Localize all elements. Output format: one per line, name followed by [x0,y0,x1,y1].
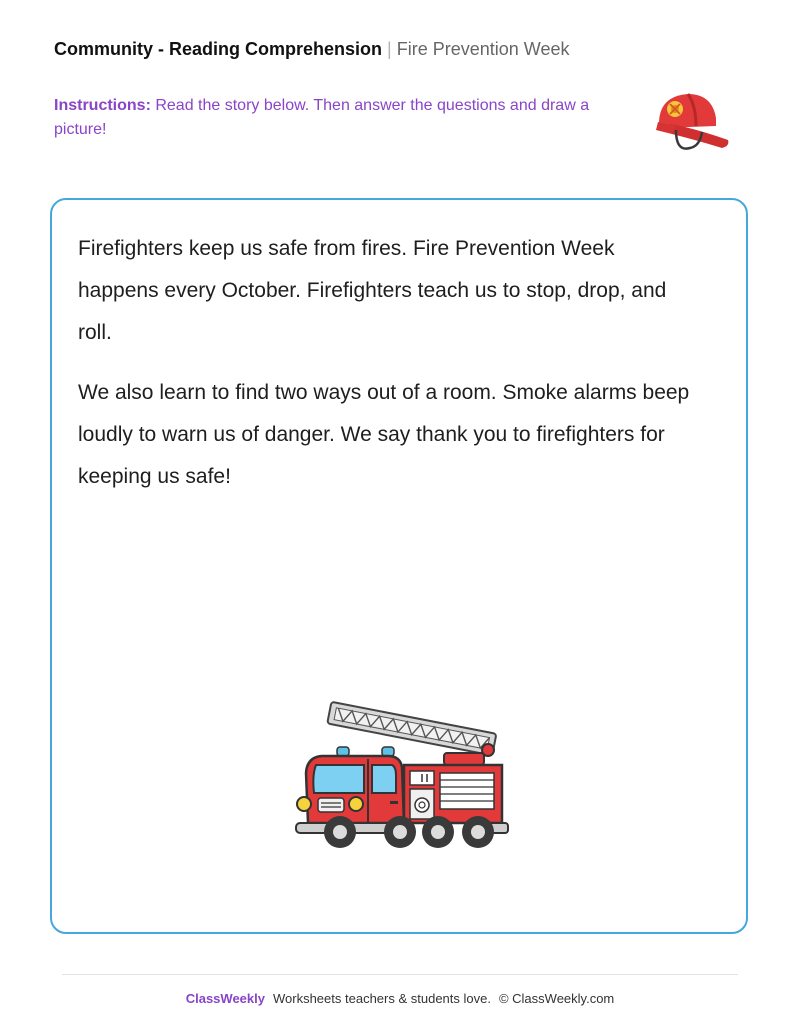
title-separator: | [387,39,392,59]
page-title: Community - Reading Comprehension [54,39,383,59]
story-box [50,198,748,934]
instructions-text: Read the story below. Then answer the questions and draw a picture! [54,97,590,138]
footer-copyright: © ClassWeekly.com [498,991,615,1006]
page-subtitle: Fire Prevention Week [396,39,570,59]
page-header [54,38,569,60]
instructions-label: Instructions: [54,97,151,114]
story-paragraph: Firefighters keep us safe from fires. Fire Prevention Week happens every October. Firefighters teach us to stop, drop, and roll. [78,237,667,344]
footer-tagline: Worksheets teachers & students love. [272,991,491,1006]
page-footer [0,990,800,1008]
footer-brand: ClassWeekly [185,991,265,1006]
footer-divider [62,974,738,975]
fire-truck-icon [292,695,522,855]
instructions [54,94,614,142]
story-text [78,228,698,516]
firefighter-helmet-icon [650,86,734,156]
story-paragraph: We also learn to find two ways out of a room. Smoke alarms beep loudly to warn us of danger. We say thank you to firefighters for keeping us safe! [78,381,690,488]
